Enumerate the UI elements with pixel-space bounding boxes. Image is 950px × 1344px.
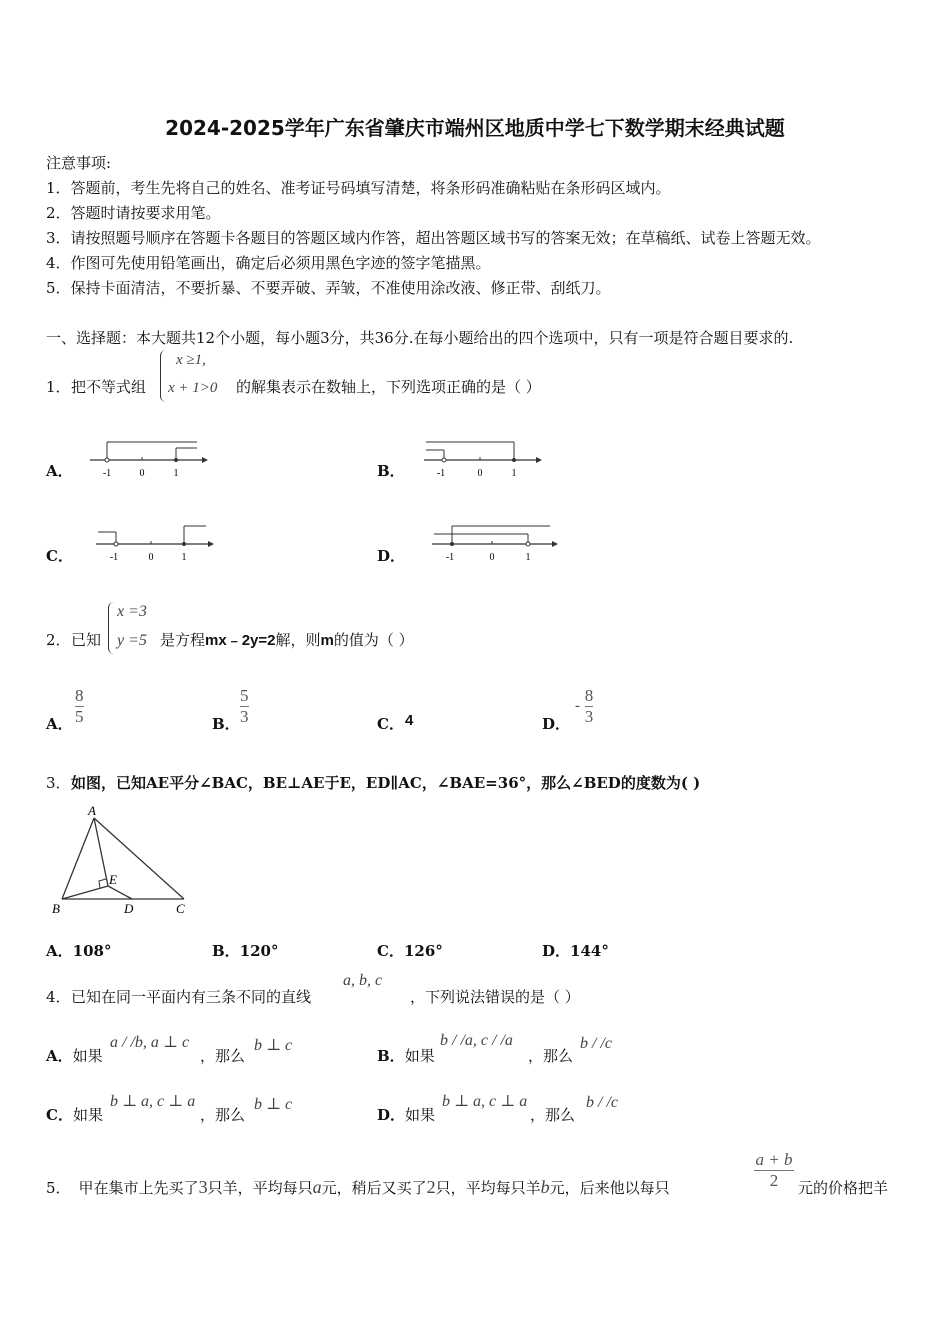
q4-option-c-then: ，那么 bbox=[200, 1106, 246, 1124]
q1-brace bbox=[160, 350, 167, 402]
q2-number: 2． bbox=[46, 631, 71, 649]
q3-option-b: B．120° bbox=[212, 942, 279, 960]
q2-system-2: y =5 bbox=[117, 632, 147, 649]
q5-text: 5． 甲在集市上先买了3只羊，平均每只a元，稍后又买了2只，平均每只羊b元，后来他以每只 bbox=[46, 1177, 670, 1197]
q1-question: 的解集表示在数轴上，下列选项正确的是（ ） bbox=[236, 378, 541, 396]
q4-question: ，下列说法错误的是（ ） bbox=[410, 988, 580, 1006]
q1-ineq-2: x + 1>0 bbox=[168, 380, 218, 396]
q4-option-b-cond: b / /a, c / /a bbox=[440, 1032, 513, 1049]
tick-label: -1 bbox=[102, 468, 112, 479]
q2-brace bbox=[108, 602, 115, 654]
tick-label: 0 bbox=[477, 468, 483, 479]
q4-option-a-cond: a / /b, a ⊥ c bbox=[110, 1034, 190, 1051]
q3-triangle-diagram bbox=[50, 802, 195, 917]
tick-label: 1 bbox=[525, 552, 531, 563]
q1-number: 1． bbox=[46, 378, 71, 396]
q1-option-a-label: A． bbox=[46, 462, 73, 480]
q4-option-c-cond: b ⊥ a, c ⊥ a bbox=[110, 1093, 196, 1110]
point-label: E bbox=[109, 872, 117, 887]
tick-label: 0 bbox=[148, 552, 154, 563]
q3-option-c: C．126° bbox=[377, 942, 443, 960]
q5-fraction: $\frac{a + b}{2}$ bbox=[755, 1150, 793, 1190]
tick-label: 0 bbox=[139, 468, 145, 479]
note-item: 1．答题前，考生先将自己的姓名、准考证号码填写清楚，将条形码准确粘贴在条形码区域内。 bbox=[46, 179, 671, 197]
q4-option-d-then: ，那么 bbox=[530, 1106, 576, 1124]
q4-number: 4． bbox=[46, 988, 71, 1006]
q2-option-b-label: B． bbox=[212, 715, 240, 733]
q4-option-c-result: b ⊥ c bbox=[254, 1096, 293, 1113]
q3-option-d: D．144° bbox=[542, 942, 609, 960]
q3-text: 如图，已知AE平分∠BAC，BE⊥AE于E，ED∥AC，∠BAE=36°，那么∠BED的度数为( ) bbox=[71, 774, 701, 792]
section-heading: 一、选择题：本大题共12个小题，每小题3分，共36分.在每小题给出的四个选项中，只有一项是符合题目要求的. bbox=[46, 329, 794, 347]
tick-label: -1 bbox=[109, 552, 119, 563]
point-label: C bbox=[176, 901, 185, 916]
q2-option-c-label: C． bbox=[377, 715, 404, 733]
notes-heading: 注意事项: bbox=[46, 154, 112, 172]
q4-option-a-then: ，那么 bbox=[200, 1047, 246, 1065]
tick-label: -1 bbox=[445, 552, 455, 563]
q1-option-c-label: C． bbox=[46, 547, 73, 565]
point-label: A bbox=[88, 803, 96, 818]
q5-text-end: 元的价格把羊 bbox=[798, 1179, 889, 1197]
q4-option-b: B．如果 bbox=[377, 1047, 435, 1065]
q4-lines: a, b, c bbox=[343, 972, 383, 989]
q2-option-a-label: A． bbox=[46, 715, 73, 733]
point-label: D bbox=[124, 901, 134, 916]
number-line-c bbox=[96, 520, 221, 565]
note-item: 5．保持卡面清洁，不要折暴、不要弄破、弄皱，不准使用涂改液、修正带、刮纸刀。 bbox=[46, 279, 611, 297]
q4-option-b-then: ，那么 bbox=[528, 1047, 574, 1065]
q4-option-d: D．如果 bbox=[377, 1106, 436, 1124]
q2-option-d-value: - $\frac{8}{3}$ bbox=[575, 686, 594, 726]
page-title: 2024-2025学年广东省肇庆市端州区地质中学七下数学期末经典试题 bbox=[165, 116, 785, 140]
number-line-d bbox=[432, 520, 562, 565]
q2-option-a-value: $\frac{8}{5}$ bbox=[75, 686, 84, 726]
point-label: B bbox=[52, 901, 60, 916]
q2-system-1: x =3 bbox=[117, 603, 147, 620]
tick-label: 0 bbox=[489, 552, 495, 563]
q4-option-a-result: b ⊥ c bbox=[254, 1037, 293, 1054]
q2-text: 是方程mx﹣2y=2解，则m的值为（ ） bbox=[160, 631, 414, 649]
q4-option-b-result: b / /c bbox=[580, 1035, 612, 1052]
number-line-b bbox=[424, 436, 544, 481]
q4-option-c: C．如果 bbox=[46, 1106, 103, 1124]
q2-option-c-value: 4 bbox=[405, 712, 414, 729]
q2-option-b-value: $\frac{5}{3}$ bbox=[240, 686, 249, 726]
q4-option-d-cond: b ⊥ a, c ⊥ a bbox=[442, 1093, 528, 1110]
q4-prefix: 已知在同一平面内有三条不同的直线 bbox=[71, 988, 312, 1006]
tick-label: 1 bbox=[181, 552, 187, 563]
tick-label: -1 bbox=[436, 468, 446, 479]
note-item: 2．答题时请按要求用笔。 bbox=[46, 204, 221, 222]
q2-option-d-label: D． bbox=[542, 715, 571, 733]
tick-label: 1 bbox=[511, 468, 517, 479]
q4-option-a: A．如果 bbox=[46, 1047, 103, 1065]
q2-prefix: 已知 bbox=[71, 631, 102, 649]
q3-number: 3． bbox=[46, 774, 71, 792]
note-item: 3．请按照题号顺序在答题卡各题目的答题区域内作答，超出答题区域书写的答案无效；在草稿纸、试卷上答题无效。 bbox=[46, 229, 821, 247]
note-item: 4．作图可先使用铅笔画出，确定后必须用黑色字迹的签字笔描黑。 bbox=[46, 254, 491, 272]
q3-option-a: A．108° bbox=[46, 942, 112, 960]
q1-ineq-1: x ≥1, bbox=[176, 352, 206, 368]
q2-equation: mx﹣2y=2 bbox=[205, 632, 276, 649]
q1-prefix: 把不等式组 bbox=[71, 378, 147, 396]
q1-option-d-label: D． bbox=[377, 547, 406, 565]
q4-option-d-result: b / /c bbox=[586, 1094, 618, 1111]
number-line-a bbox=[90, 436, 210, 481]
tick-label: 1 bbox=[173, 468, 179, 479]
q1-option-b-label: B． bbox=[377, 462, 405, 480]
